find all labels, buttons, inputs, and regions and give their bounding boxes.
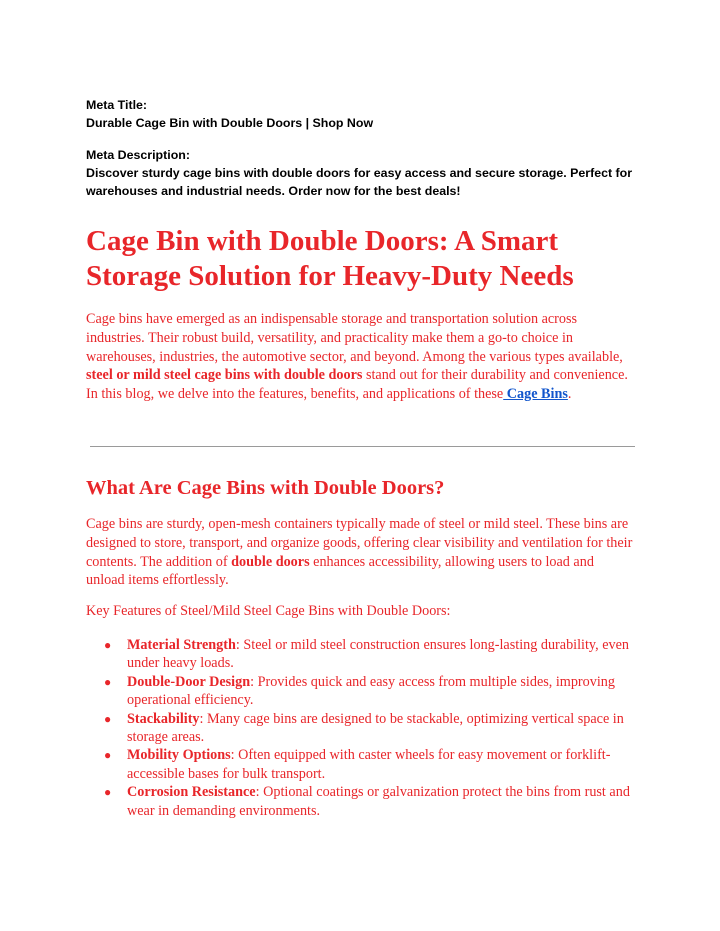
page-title: Cage Bin with Double Doors: A Smart Storage Solution for Heavy-Duty Needs xyxy=(86,225,574,292)
meta-title-label: Meta Title: xyxy=(86,98,148,112)
feature-title: Double-Door Design xyxy=(127,673,251,690)
section-heading: What Are Cage Bins with Double Doors? xyxy=(86,477,445,499)
intro-paragraph xyxy=(86,310,636,404)
section-bold-phrase: double doors xyxy=(231,553,310,570)
feature-text: : Many cage bins are designed to be stackable, optimizing vertical space in storage areas. xyxy=(127,710,624,746)
meta-description-label: Meta Description: xyxy=(86,148,190,162)
list-item xyxy=(86,710,636,747)
key-features-intro: Key Features of Steel/Mild Steel Cage Bins with Double Doors: xyxy=(86,603,451,619)
feature-title: Mobility Options xyxy=(127,747,231,764)
bullet-icon: ● xyxy=(104,674,112,689)
feature-title: Stackability xyxy=(127,710,200,727)
intro-bold-phrase: steel or mild steel cage bins with double doors xyxy=(86,367,363,384)
meta-title-value: Durable Cage Bin with Double Doors | Shop Now xyxy=(86,116,374,130)
bullet-icon: ● xyxy=(104,638,112,652)
horizontal-divider xyxy=(90,446,635,447)
intro-text-middle: stand out for their durability and convenience. In this blog, we delve into the features, benefits, and applications of these xyxy=(86,367,628,403)
bullet-icon: ● xyxy=(104,785,112,800)
intro-text-after: . xyxy=(567,386,572,403)
list-item xyxy=(86,636,636,673)
section-text-after: enhances accessibility, allowing users to load and unload items effortlessly. xyxy=(86,553,594,589)
cage-bins-link[interactable]: Cage Bins xyxy=(503,386,568,403)
feature-text: : Steel or mild steel construction ensures long-lasting durability, even under heavy loads. xyxy=(127,637,629,672)
intro-text-before: Cage bins have emerged as an indispensable storage and transportation solution across industries. Their robust build, versatility, and practicality make them a go-to choice in warehouses, industries, the automotive sector, and beyond. Among the various types available, xyxy=(86,311,623,365)
list-item xyxy=(86,746,636,783)
feature-text: : Optional coatings or galvanization protect the bins from rust and wear in demanding environments. xyxy=(127,784,630,819)
feature-text: : Provides quick and easy access from multiple sides, improving operational efficiency. xyxy=(127,673,615,709)
meta-description-value: Discover sturdy cage bins with double doors for easy access and secure storage. Perfect for warehouses and industrial needs. Order now for the best deals! xyxy=(86,166,633,198)
list-item xyxy=(86,783,636,820)
section-text-before: Cage bins are sturdy, open-mesh containers typically made of steel or mild steel. These bins are designed to store, transport, and organize goods, offering clear visibility and ventilation for their contents. The addition of xyxy=(86,516,633,570)
features-list xyxy=(86,636,636,820)
section-paragraph xyxy=(86,515,636,590)
bullet-icon: ● xyxy=(104,711,112,726)
bullet-icon: ● xyxy=(104,748,112,763)
list-item xyxy=(86,673,636,710)
feature-title: Corrosion Resistance xyxy=(127,784,256,801)
feature-text: : Often equipped with caster wheels for easy movement or forklift-accessible bases for bulk transport. xyxy=(127,747,611,782)
feature-title: Material Strength xyxy=(127,637,236,653)
meta-description-block xyxy=(86,146,646,200)
meta-title-block xyxy=(86,96,646,132)
